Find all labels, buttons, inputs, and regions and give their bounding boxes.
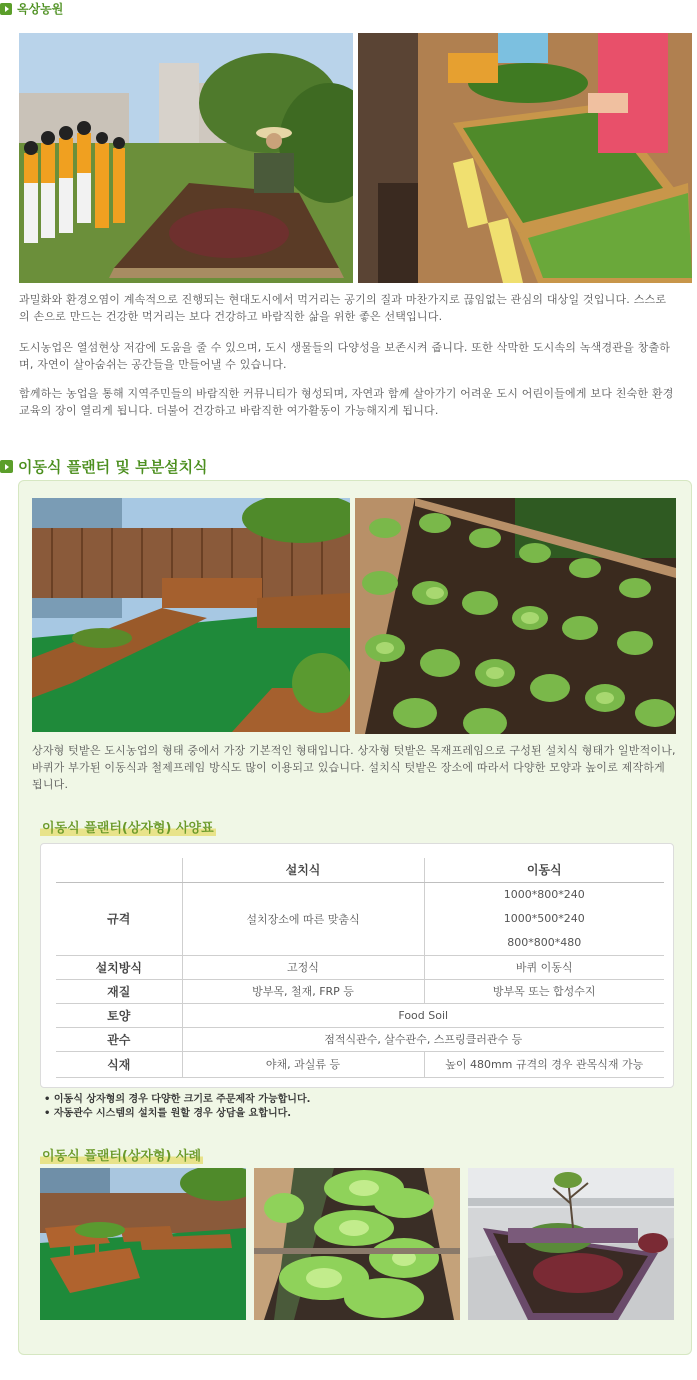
spec-note: • 이동식 상자형의 경우 다양한 크기로 주문제작 가능합니다. [44, 1094, 311, 1105]
spec-cell-mobile: 높이 480mm 규격의 경우 관목식재 가능 [424, 1051, 664, 1077]
spec-cell-fixed: 야채, 과실류 등 [182, 1051, 424, 1077]
photo-wooden-planters-turf [32, 498, 350, 732]
section-title-mobile-planter [0, 456, 208, 477]
section-title-rooftop-farm [0, 0, 63, 17]
photo-raised-bed-lettuce [355, 498, 676, 734]
spec-row-size [56, 882, 664, 955]
arrow-bullet-icon [0, 3, 12, 15]
photo-example-purple-planter [468, 1168, 674, 1320]
spec-header-fixed: 설치식 [182, 858, 424, 882]
spec-cell-mobile: 바퀴 이동식 [424, 955, 664, 979]
spec-notes [44, 1093, 310, 1121]
spec-label: 관수 [56, 1027, 182, 1051]
spec-label: 설치방식 [56, 955, 182, 979]
intro-paragraph-1: 과밀화와 환경오염이 계속적으로 진행되는 현대도시에서 먹거리는 공기의 질과 마찬가지로 끊임없는 관심의 대상일 것입니다. 스스로의 손으로 만드는 건강한 먹거리는 보다 건강하고 바람직한 삶을 위한 좋은 선택입니다. [19, 293, 667, 323]
spec-row-soil [56, 1003, 664, 1027]
size-option: 800*800*480 [507, 935, 582, 949]
section-title-text: 이동식 플랜터 및 부분설치식 [18, 458, 208, 476]
intro-paragraph-3: 함께하는 농업을 통해 지역주민들의 바람직한 커뮤니티가 형성되며, 자연과 함께 살아가기 어려운 도시 어린이들에게 보다 친숙한 환경교육의 장이 열리게 됩니다. 더불어 건강하고 바람직한 여가활동이 가능해지게 됩니다. [19, 387, 674, 417]
spec-note: • 자동관수 시스템의 설치를 원할 경우 상담을 요합니다. [44, 1108, 292, 1119]
spec-header-empty [56, 858, 182, 882]
examples-title: 이동식 플랜터(상자형) 사례 [40, 1145, 203, 1164]
photo-vegetable-baskets [358, 33, 692, 283]
size-option: 1000*800*240 [503, 887, 585, 901]
spec-cell-fixed: 고정식 [182, 955, 424, 979]
spec-cell-mobile: 방부목 또는 합성수지 [424, 979, 664, 1003]
photo-example-lettuce-beds [254, 1168, 460, 1320]
section-title-text: 옥상농원 [17, 2, 64, 16]
size-option: 1000*500*240 [503, 911, 585, 925]
spec-label: 식재 [56, 1051, 182, 1077]
arrow-bullet-icon [0, 460, 13, 473]
spec-table-box [40, 843, 674, 1088]
spec-cell-fixed: 설치장소에 따른 맞춤식 [182, 882, 424, 955]
spec-row-material [56, 979, 664, 1003]
spec-label: 재질 [56, 979, 182, 1003]
spec-row-install-method [56, 955, 664, 979]
spec-label: 토양 [56, 1003, 182, 1027]
planter-description: 상자형 텃밭은 도시농업의 형태 중에서 가장 기본적인 형태입니다. 상자형 텃밭은 목재프레임으로 구성된 설치식 형태가 일반적이나, 바퀴가 부가된 이동식과 철제프레임 방식도 많이 이용되고 있습니다. 설치식 텃밭은 장소에 따라서 다양한 모양과 높이로 제작하게 됩니다. [32, 744, 676, 791]
spec-cell-merged: 점적식관수, 살수관수, 스프링클러관수 등 [182, 1027, 664, 1051]
photo-example-planters-turf [40, 1168, 246, 1320]
spec-cell-mobile [424, 882, 664, 955]
spec-row-planting [56, 1051, 664, 1077]
photo-children-rooftop-garden [19, 33, 353, 283]
spec-header-mobile: 이동식 [424, 858, 664, 882]
spec-cell-fixed: 방부목, 철재, FRP 등 [182, 979, 424, 1003]
spec-row-irrigation [56, 1027, 664, 1051]
spec-table-title: 이동식 플랜터(상자형) 사양표 [40, 817, 216, 836]
intro-paragraph-2: 도시농업은 열섬현상 저감에 도움을 줄 수 있으며, 도시 생물들의 다양성을 보존시켜 줍니다. 또한 삭막한 도시속의 녹색경관을 창출하며, 자연이 살아숨쉬는 공간들을 만들어낼 수 있습니다. [19, 341, 671, 371]
spec-label: 규격 [56, 882, 182, 955]
spec-cell-merged: Food Soil [182, 1003, 664, 1027]
spec-table [56, 858, 664, 1078]
